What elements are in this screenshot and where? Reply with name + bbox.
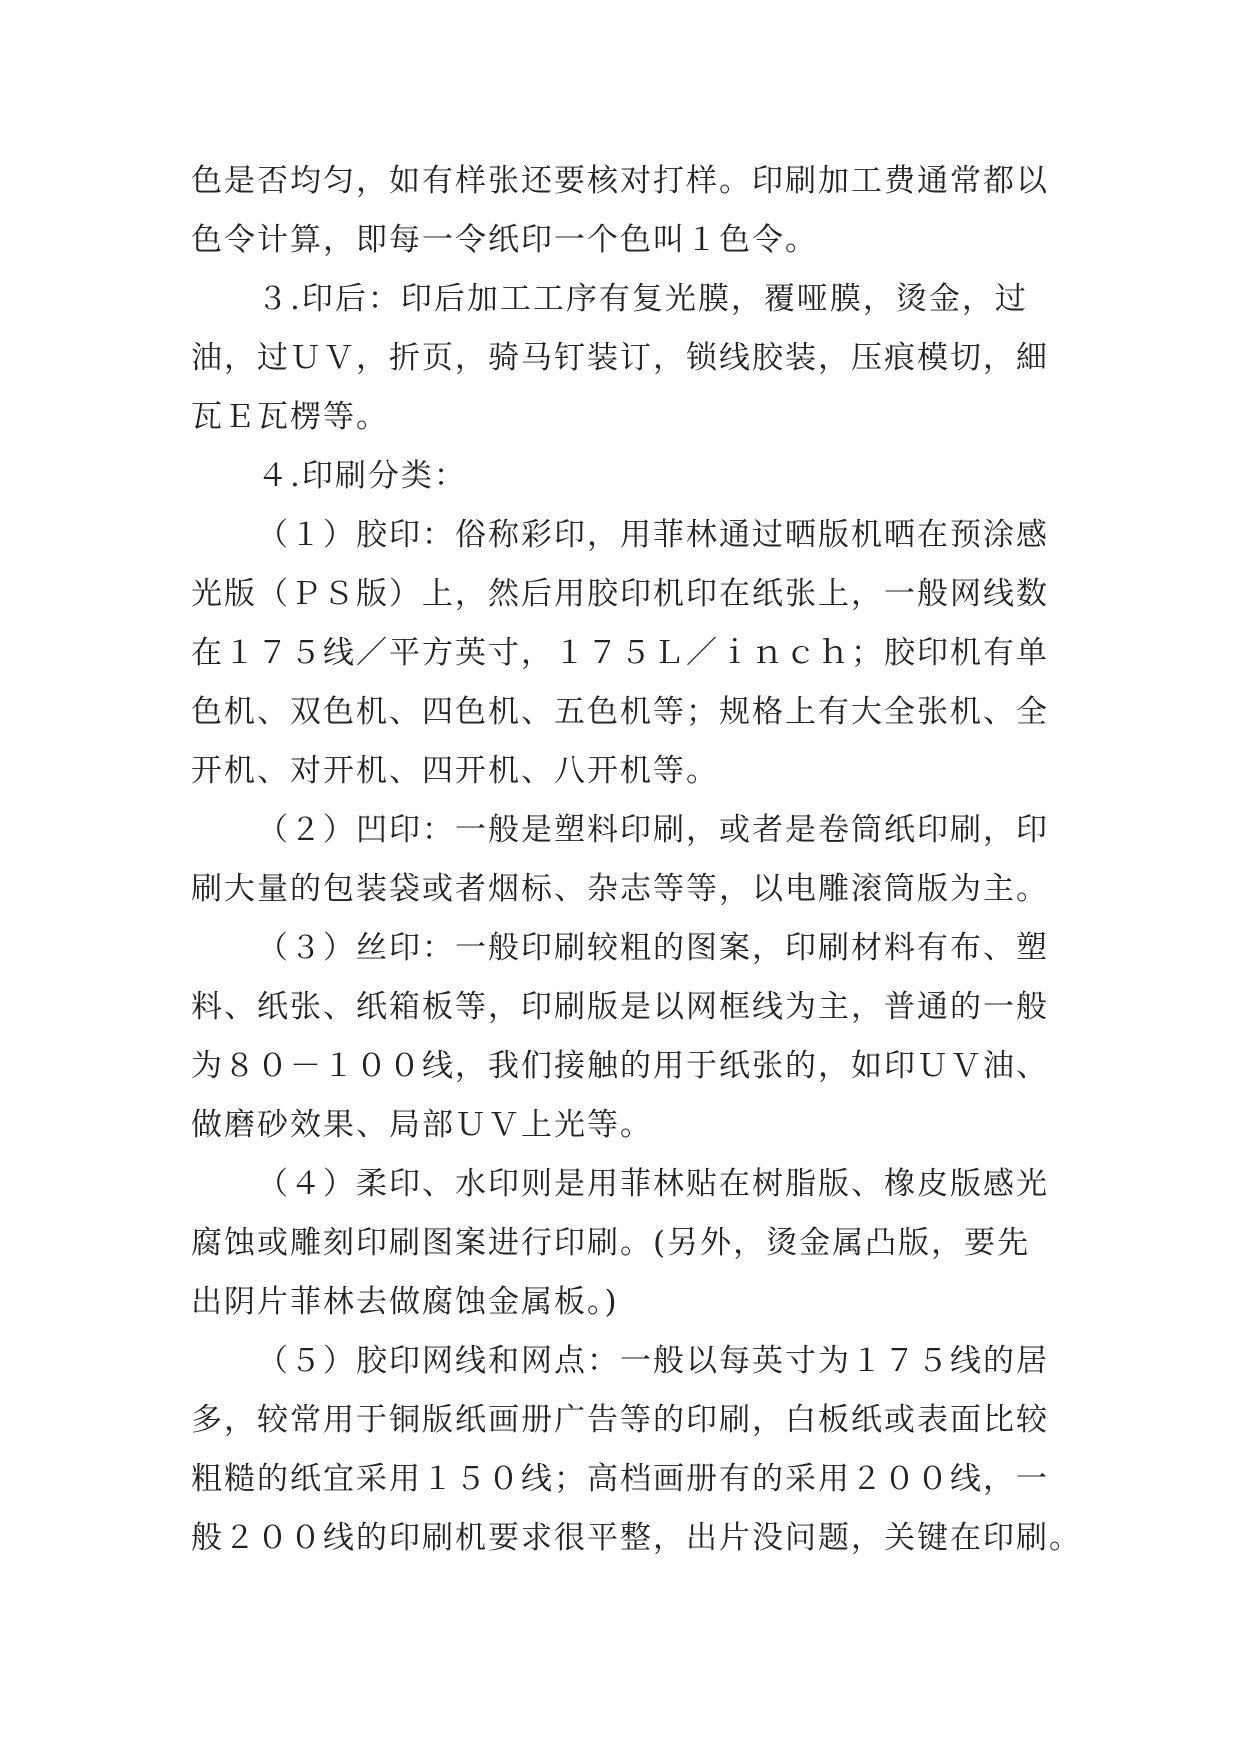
text-line: 光版（ＰＳ版）上，然后用胶印机印在纸张上，一般网线数 [191, 576, 1049, 612]
text-line: （２）凹印：一般是塑料印刷，或者是卷筒纸印刷，印 [257, 812, 1049, 848]
text-line: 腐蚀或雕刻印刷图案进行印刷。(另外，烫金属凸版，要先 [191, 1225, 1031, 1261]
text-line: （５）胶印网线和网点：一般以每英寸为１７５线的居 [257, 1343, 1049, 1379]
text-line: ４.印刷分类： [257, 458, 467, 494]
text-line: 瓦Ｅ瓦楞等。 [191, 399, 389, 435]
text-line: 刷大量的包装袋或者烟标、杂志等等，以电雕滚筒版为主。 [191, 871, 1049, 907]
text-line: 料、纸张、纸箱板等，印刷版是以网框线为主，普通的一般 [191, 989, 1049, 1025]
text-line: 油，过ＵＶ，折页，骑马钉装订，锁线胶装，压痕模切，細 [191, 340, 1049, 376]
text-line: ３.印后：印后加工工序有复光膜，覆哑膜，烫金，过 [257, 281, 1028, 317]
body-text [191, 152, 1082, 1568]
text-line: 开机、对开机、四开机、八开机等。 [191, 753, 719, 789]
text-line: 做磨砂效果、局部ＵＶ上光等。 [191, 1107, 653, 1143]
text-line: 色令计算，即每一令纸印一个色叫１色令。 [191, 222, 818, 258]
text-line: 多，较常用于铜版纸画册广告等的印刷，白板纸或表面比较 [191, 1402, 1049, 1438]
text-line: （１）胶印：俗称彩印，用菲林通过晒版机晒在预涂感 [257, 517, 1049, 553]
text-line: 出阴片菲林去做腐蚀金属板。) [191, 1284, 619, 1320]
text-line: （３）丝印：一般印刷较粗的图案，印刷材料有布、塑 [257, 930, 1049, 966]
text-line: 色机、双色机、四色机、五色机等；规格上有大全张机、全 [191, 694, 1049, 730]
text-line: 般２００线的印刷机要求很平整，出片没问题，关键在印刷。 [191, 1520, 1082, 1556]
text-line: 在１７５线／平方英寸，１７５Ｌ／ｉｎｃｈ；胶印机有单 [191, 635, 1049, 671]
text-line: 粗糙的纸宜采用１５０线；高档画册有的采用２００线，一 [191, 1461, 1049, 1497]
text-line: （４）柔印、水印则是用菲林贴在树脂版、橡皮版感光 [257, 1166, 1049, 1202]
text-line: 为８０－１００线，我们接触的用于纸张的，如印ＵＶ油、 [191, 1048, 1049, 1084]
text-line: 色是否均匀，如有样张还要核对打样。印刷加工费通常都以 [191, 163, 1049, 199]
